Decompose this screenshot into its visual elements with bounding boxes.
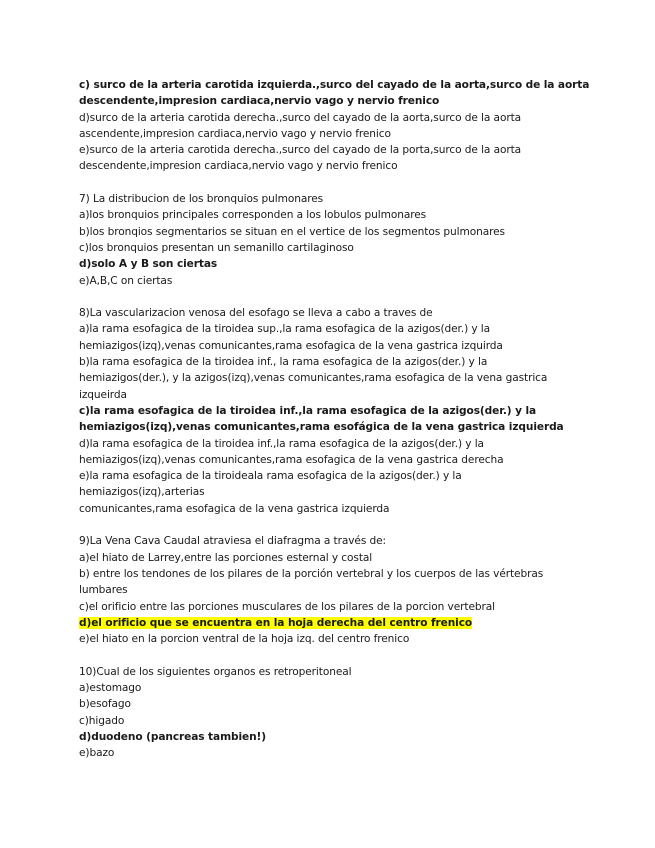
q6-option-c-line-1: c) surco de la arteria carotida izquierda.,surco del cayado de la aorta,surco de la aorta [79,79,590,91]
q9-option-b-line-1: b) entre los tendones de los pilares de la porción vertebral y los cuerpos de las vértebras [79,567,544,580]
q7-question: 7) La distribucion de los bronquios pulmonares [79,193,324,206]
q8-question: 8)La vascularizacion venosa del esofago se lleva a cabo a traves de [79,307,433,320]
q8-option-e-line-1: e)la rama esofagica de la tiroideala rama esofagica de la azigos(der.) y la [79,470,462,483]
q7-option-e: e)A,B,C on ciertas [79,274,173,287]
q10-option-e: e)bazo [79,747,115,760]
blank-line [79,517,569,533]
q8-option-b-line-1: b)la rama esofagica de la tiroidea inf., la rama esofagica de la azigos(der.) y la [79,356,488,369]
q8-option-c-line-1: c)la rama esofagica de la tiroidea inf.,la rama esofagica de la azigos(der.) y la [79,404,537,417]
q8-option-d-line-2: hemiazigos(izq),venas comunicantes,rama esofagica de la vena gastrica derecha [79,453,504,466]
highlight-mark: d)el orificio que se encuentra en la hoja derecha del centro frenico [79,616,473,629]
q9-question: 9)La Vena Cava Caudal atraviesa el diafragma a través de: [79,535,387,548]
q8-option-b-line-3: izqueirda [79,388,127,401]
q7-option-d: d)solo A y B son ciertas [79,258,218,271]
q7-option-c: c)los bronquios presentan un semanillo cartilaginoso [79,241,354,254]
q8-option-c-line-2: hemiazigos(izq),venas comunicantes,rama esofágica de la vena gastrica izquierda [79,421,564,434]
q9-option-e: e)el hiato en la porcion ventral de la hoja izq. del centro frenico [79,633,410,646]
q6-option-e-line-2: descendente,impresion cardiaca,nervio vago y nervio frenico [79,160,398,173]
q10-option-a: a)estomago [79,681,142,694]
q9-option-c: c)el orificio entre las porciones musculares de los pilares de la porcion vertebral [79,600,495,613]
q10-option-d: d)duodeno (pancreas tambien!) [79,730,267,743]
q10-option-c: c)higado [79,714,125,727]
q6-option-e-line-1: e)surco de la arteria carotida derecha.,surco del cayado de la porta,surco de la aorta [79,144,522,157]
q8-option-a-line-2: hemiazigos(izq),venas comunicantes,rama esofagica de la vena gastrica izquirda [79,339,503,352]
document-page [79,77,590,761]
q9-option-a: a)el hiato de Larrey,entre las porciones esternal y costal [79,551,373,564]
q7-option-a: a)los bronquios principales corresponden a los lobulos pulmonares [79,209,427,222]
blank-line [79,289,569,305]
q8-option-e-line-2: hemiazigos(izq),arterias [79,486,205,499]
q6-option-c-line-2: descendente,impresion cardiaca,nervio vago y nervio frenico [79,95,440,108]
q9-option-d-highlighted [79,615,569,631]
blank-line [79,175,569,191]
q7-option-b: b)los bronqios segmentarios se situan en el vertice de los segmentos pulmonares [79,225,505,238]
q6-option-d-line-2: ascendente,impresion cardiaca,nervio vago y nervio frenico [79,127,391,140]
q8-option-e-line-3: comunicantes,rama esofagica de la vena gastrica izquierda [79,502,390,515]
q8-option-d-line-1: d)la rama esofagica de la tiroidea inf.,la rama esofagica de la azigos(der.) y la [79,437,484,450]
q10-option-b: b)esofago [79,698,131,711]
q6-option-d-line-1: d)surco de la arteria carotida derecha.,surco del cayado de la aorta,surco de la aorta [79,111,522,124]
q9-option-b-line-2: lumbares [79,584,128,597]
q8-option-a-line-1: a)la rama esofagica de la tiroidea sup.,la rama esofagica de la azigos(der.) y la [79,323,491,336]
blank-line [79,647,569,663]
q10-question: 10)Cual de los siguientes organos es retroperitoneal [79,665,352,678]
q8-option-b-line-2: hemiazigos(der.), y la azigos(izq),venas comunicantes,rama esofagica de la vena gastrica [79,372,548,385]
